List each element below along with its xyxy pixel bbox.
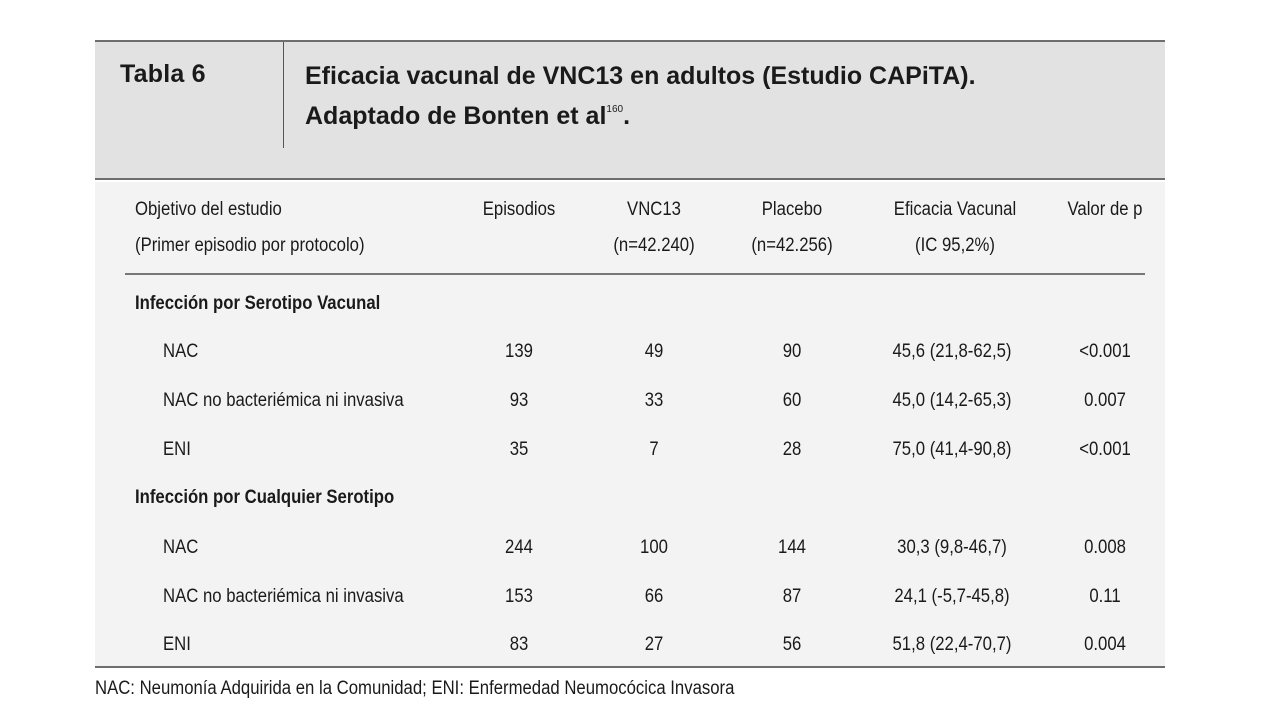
group-title: Infección por Cualquier Serotipo <box>135 487 395 508</box>
column-header-efficacy-line1: Eficacia Vacunal <box>893 199 1017 220</box>
cell-vnc13: 100 <box>640 537 668 558</box>
table-title <box>305 60 976 133</box>
table-title-end: . <box>623 102 631 130</box>
column-header-objective-line2: (Primer episodio por protocolo) <box>135 235 365 256</box>
row-label: ENI <box>163 439 191 460</box>
table-number: Tabla 6 <box>120 60 206 88</box>
column-header-placebo-line1: Placebo <box>761 199 823 220</box>
column-header-episodes <box>466 192 572 228</box>
cell-placebo: 90 <box>782 341 802 362</box>
cell-vnc13: 33 <box>644 390 664 411</box>
cell-efficacy: 24,1 (-5,7-45,8) <box>894 586 1010 607</box>
cell-placebo: 87 <box>782 586 802 607</box>
cell-vnc13: 66 <box>644 586 664 607</box>
row-label: ENI <box>163 634 191 655</box>
row-label: NAC <box>163 537 199 558</box>
cell-pvalue: 0.004 <box>1084 634 1126 655</box>
column-header-pvalue-text: Valor de p <box>1067 199 1143 220</box>
cell-efficacy: 75,0 (41,4-90,8) <box>892 439 1012 460</box>
column-header-vnc13-line1: VNC13 <box>627 199 681 220</box>
column-header-efficacy <box>876 192 1034 264</box>
column-header-objective <box>135 192 365 264</box>
cell-pvalue: 0.007 <box>1084 390 1126 411</box>
cell-episodes: 93 <box>509 390 529 411</box>
header-rule <box>125 273 1145 275</box>
cell-episodes: 35 <box>509 439 529 460</box>
table-row <box>95 377 1165 425</box>
cell-placebo: 60 <box>782 390 802 411</box>
cell-episodes: 244 <box>505 537 533 558</box>
cell-episodes: 153 <box>505 586 533 607</box>
group-title: Infección por Serotipo Vacunal <box>135 293 381 314</box>
column-header-placebo-line2: (n=42.256) <box>751 235 833 256</box>
cell-efficacy: 45,0 (14,2-65,3) <box>892 390 1012 411</box>
reference-number: 160 <box>606 104 624 115</box>
table-body <box>95 182 1165 668</box>
cell-efficacy: 30,3 (9,8-46,7) <box>897 537 1007 558</box>
row-label: NAC <box>163 341 199 362</box>
column-header-vnc13-line2: (n=42.240) <box>613 235 695 256</box>
table-row <box>95 524 1165 572</box>
cell-vnc13: 27 <box>644 634 664 655</box>
cell-placebo: 28 <box>782 439 802 460</box>
group-row <box>95 280 1165 328</box>
table-row <box>95 621 1165 669</box>
cell-placebo: 56 <box>782 634 802 655</box>
cell-vnc13: 7 <box>649 439 659 460</box>
cell-pvalue: 0.008 <box>1084 537 1126 558</box>
column-header-pvalue <box>1057 192 1154 228</box>
table-row <box>95 328 1165 376</box>
table-title-line2 <box>305 93 976 133</box>
column-header-episodes-text: Episodios <box>482 199 556 220</box>
footnote: NAC: Neumonía Adquirida en la Comunidad; ENI: Enfermedad Neumocócica Invasora <box>95 678 735 699</box>
row-label: NAC no bacteriémica ni invasiva <box>163 586 404 607</box>
cell-pvalue: 0.11 <box>1089 586 1121 607</box>
table-header <box>95 40 1165 180</box>
row-label: NAC no bacteriémica ni invasiva <box>163 390 404 411</box>
column-header-placebo <box>739 192 845 264</box>
cell-pvalue: <0.001 <box>1079 341 1131 362</box>
header-divider <box>283 42 284 148</box>
cell-episodes: 139 <box>505 341 533 362</box>
column-header-vnc13 <box>601 192 707 264</box>
cell-placebo: 144 <box>778 537 806 558</box>
table-row <box>95 573 1165 621</box>
cell-episodes: 83 <box>509 634 529 655</box>
group-row <box>95 474 1165 522</box>
table-title-text: Adaptado de Bonten et al <box>305 102 607 130</box>
cell-efficacy: 45,6 (21,8-62,5) <box>892 341 1012 362</box>
cell-pvalue: <0.001 <box>1079 439 1131 460</box>
column-header-objective-line1: Objetivo del estudio <box>135 199 282 220</box>
table-title-line1: Eficacia vacunal de VNC13 en adultos (Estudio CAPiTA). <box>305 62 976 90</box>
cell-vnc13: 49 <box>644 341 664 362</box>
table-row <box>95 426 1165 474</box>
cell-efficacy: 51,8 (22,4-70,7) <box>892 634 1012 655</box>
column-header-efficacy-line2: (IC 95,2%) <box>915 235 995 256</box>
